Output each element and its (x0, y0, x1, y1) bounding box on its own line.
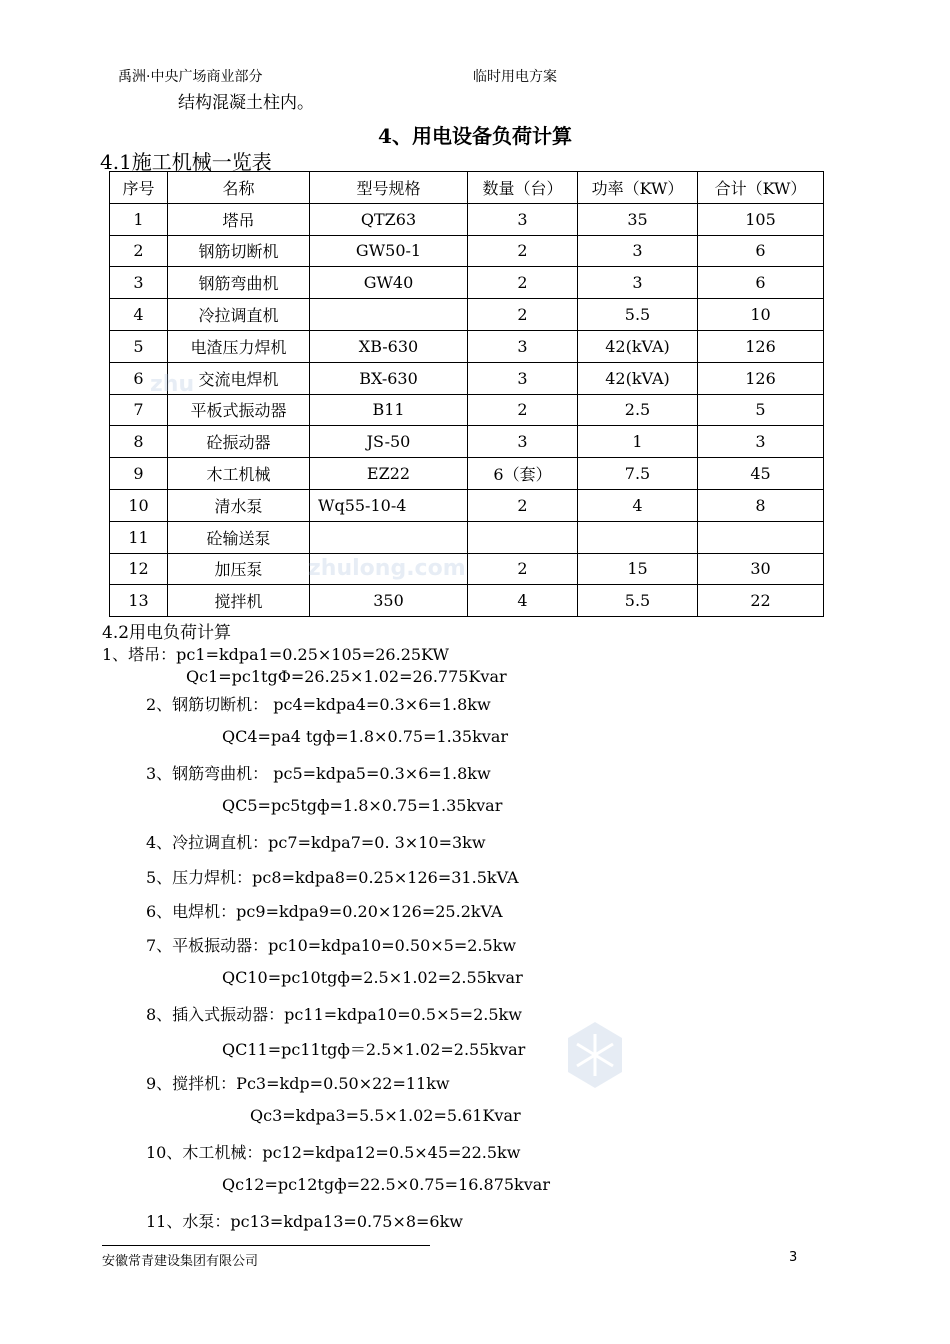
footer-company: 安徽常青建设集团有限公司 (102, 1254, 259, 1269)
table-row (110, 585, 824, 617)
cell-model: B11 (310, 394, 468, 426)
cell-quantity: 2 (468, 394, 578, 426)
calc-line: 11、水泵：pc13=kdpa13=0.75×8=6kw (146, 1212, 464, 1231)
cell-power (578, 521, 698, 553)
cell-quantity: 3 (468, 203, 578, 235)
table-row (110, 362, 824, 394)
table-row (110, 489, 824, 521)
table-row (110, 521, 824, 553)
calc-line: 2、钢筋切断机： pc4=kdpa4=0.3×6=1.8kw (146, 695, 491, 714)
cell-index: 8 (110, 426, 168, 458)
cell-total: 10 (698, 299, 824, 331)
watermark-snowflake-icon (560, 1020, 630, 1090)
cell-total: 3 (698, 426, 824, 458)
cell-name: 塔吊 (168, 203, 310, 235)
cell-name: 砼输送泵 (168, 521, 310, 553)
cell-name: 清水泵 (168, 489, 310, 521)
cell-model: 350 (310, 585, 468, 617)
calc-line: 9、搅拌机：Pc3=kdp=0.50×22=11kw (146, 1074, 450, 1093)
table-row (110, 553, 824, 585)
cell-quantity: 2 (468, 299, 578, 331)
page-number: 3 (789, 1250, 798, 1265)
cell-index: 9 (110, 458, 168, 490)
cell-name: 砼振动器 (168, 426, 310, 458)
cell-model: BX-630 (310, 362, 468, 394)
cell-quantity (468, 521, 578, 553)
calc-line: QC10=pc10tgф=2.5×1.02=2.55kvar (222, 968, 523, 987)
cell-name: 平板式振动器 (168, 394, 310, 426)
cell-index: 13 (110, 585, 168, 617)
cell-index: 2 (110, 235, 168, 267)
cell-total: 22 (698, 585, 824, 617)
cell-total: 8 (698, 489, 824, 521)
cell-power: 5.5 (578, 299, 698, 331)
cell-power: 3 (578, 235, 698, 267)
cell-index: 11 (110, 521, 168, 553)
calc-line: 1、塔吊：pc1=kdpa1=0.25×105=26.25KW (102, 645, 449, 664)
cell-power: 15 (578, 553, 698, 585)
calc-line: Qc1=pc1tgΦ=26.25×1.02=26.775Kvar (186, 667, 507, 686)
cell-name: 冷拉调直机 (168, 299, 310, 331)
cell-name: 搅拌机 (168, 585, 310, 617)
cell-model: XB-630 (310, 330, 468, 362)
cell-total: 5 (698, 394, 824, 426)
table-row (110, 235, 824, 267)
calc-line: Qc12=pc12tgф=22.5×0.75=16.875kvar (222, 1175, 550, 1194)
machine-table (109, 171, 824, 617)
cell-total: 6 (698, 267, 824, 299)
col-header-index: 序号 (110, 172, 168, 204)
calc-line: 3、钢筋弯曲机： pc5=kdpa5=0.3×6=1.8kw (146, 764, 491, 783)
table-row (110, 299, 824, 331)
cell-index: 1 (110, 203, 168, 235)
cell-quantity: 3 (468, 330, 578, 362)
table-header-row (110, 172, 824, 204)
cell-name: 钢筋切断机 (168, 235, 310, 267)
cell-model: JS-50 (310, 426, 468, 458)
col-header-power: 功率（KW） (578, 172, 698, 204)
cell-index: 10 (110, 489, 168, 521)
cell-index: 5 (110, 330, 168, 362)
calc-line: 10、木工机械：pc12=kdpa12=0.5×45=22.5kw (146, 1143, 521, 1162)
cell-name: 钢筋弯曲机 (168, 267, 310, 299)
table-row (110, 330, 824, 362)
cell-model: GW40 (310, 267, 468, 299)
cell-index: 12 (110, 553, 168, 585)
cell-name: 木工机械 (168, 458, 310, 490)
calc-line: QC11=pc11tgф＝2.5×1.02=2.55kvar (222, 1040, 526, 1059)
table-row (110, 426, 824, 458)
col-header-model: 型号规格 (310, 172, 468, 204)
cell-model: Wq55-10-4 (310, 489, 468, 521)
cell-quantity: 2 (468, 489, 578, 521)
cell-index: 6 (110, 362, 168, 394)
watermark-text: zhulong.com (308, 556, 466, 581)
section-title: 4、用电设备负荷计算 (378, 124, 572, 148)
footer-divider (102, 1245, 430, 1246)
cell-power: 35 (578, 203, 698, 235)
cell-quantity: 3 (468, 426, 578, 458)
header-right: 临时用电方案 (473, 69, 557, 85)
cell-name: 加压泵 (168, 553, 310, 585)
cell-quantity: 4 (468, 585, 578, 617)
cell-total: 45 (698, 458, 824, 490)
calc-line: QC4=pa4 tgф=1.8×0.75=1.35kvar (222, 727, 509, 746)
cell-quantity: 3 (468, 362, 578, 394)
cell-model: EZ22 (310, 458, 468, 490)
cell-model: QTZ63 (310, 203, 468, 235)
cell-power: 2.5 (578, 394, 698, 426)
calc-line: 8、插入式振动器：pc11=kdpa10=0.5×5=2.5kw (146, 1005, 522, 1024)
table-row (110, 203, 824, 235)
cell-index: 4 (110, 299, 168, 331)
table-row (110, 458, 824, 490)
cell-quantity: 2 (468, 235, 578, 267)
cell-index: 3 (110, 267, 168, 299)
table-row (110, 394, 824, 426)
intro-text: 结构混凝土柱内。 (178, 93, 314, 113)
subsection-title-4-2: 4.2用电负荷计算 (102, 623, 232, 643)
cell-total: 126 (698, 330, 824, 362)
cell-power: 3 (578, 267, 698, 299)
watermark-text-top: zhu (150, 372, 195, 397)
cell-quantity: 2 (468, 553, 578, 585)
cell-power: 4 (578, 489, 698, 521)
cell-name: 交流电焊机 (168, 362, 310, 394)
cell-model: GW50-1 (310, 235, 468, 267)
cell-total: 126 (698, 362, 824, 394)
calc-line: 6、电焊机：pc9=kdpa9=0.20×126=25.2kVA (146, 902, 503, 921)
col-header-quantity: 数量（台） (468, 172, 578, 204)
cell-power: 5.5 (578, 585, 698, 617)
header-left: 禹洲·中央广场商业部分 (118, 69, 263, 85)
calc-line: 5、压力焊机：pc8=kdpa8=0.25×126=31.5kVA (146, 868, 519, 887)
cell-total: 30 (698, 553, 824, 585)
cell-index: 7 (110, 394, 168, 426)
calc-line: QC5=pc5tgф=1.8×0.75=1.35kvar (222, 796, 503, 815)
col-header-name: 名称 (168, 172, 310, 204)
subsection-title-4-1: 4.1施工机械一览表 (100, 150, 272, 174)
cell-total: 6 (698, 235, 824, 267)
cell-quantity: 6（套） (468, 458, 578, 490)
cell-power: 7.5 (578, 458, 698, 490)
calc-line: 4、冷拉调直机：pc7=kdpa7=0. 3×10=3kw (146, 833, 486, 852)
cell-total (698, 521, 824, 553)
cell-power: 42(kVA) (578, 362, 698, 394)
calc-line: 7、平板振动器：pc10=kdpa10=0.50×5=2.5kw (146, 936, 517, 955)
cell-power: 1 (578, 426, 698, 458)
cell-total: 105 (698, 203, 824, 235)
table-row (110, 267, 824, 299)
cell-power: 42(kVA) (578, 330, 698, 362)
cell-quantity: 2 (468, 267, 578, 299)
cell-name: 电渣压力焊机 (168, 330, 310, 362)
calc-line: Qc3=kdpa3=5.5×1.02=5.61Kvar (250, 1106, 521, 1125)
cell-model (310, 299, 468, 331)
col-header-total: 合计（KW） (698, 172, 824, 204)
cell-model (310, 521, 468, 553)
